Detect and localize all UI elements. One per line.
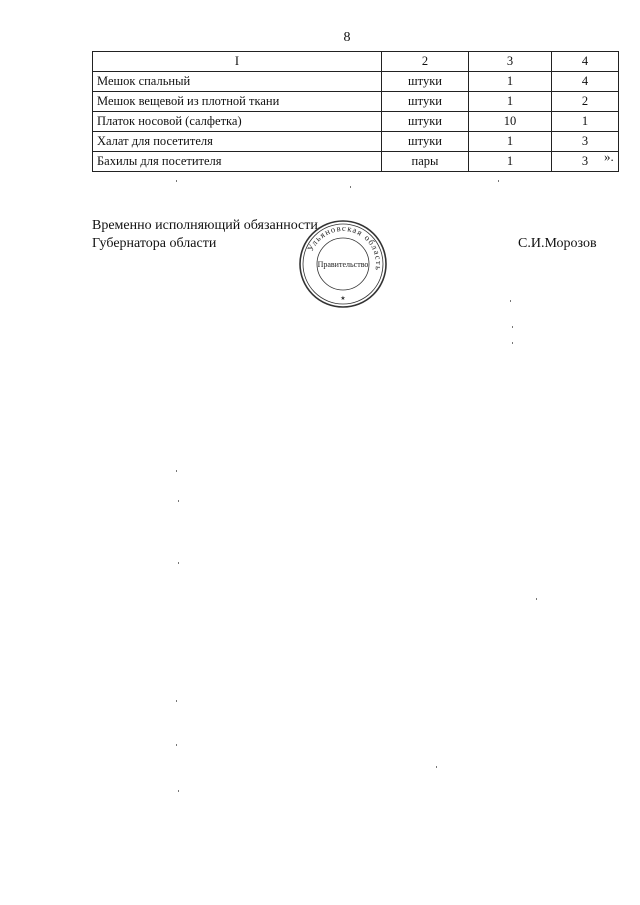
seal-center-text: Правительство (317, 260, 369, 269)
seal-star-icon: ★ (340, 296, 346, 302)
scan-speck (178, 562, 179, 564)
item-name-cell: Бахилы для посетителя (93, 152, 382, 172)
scan-speck (512, 326, 513, 328)
scan-speck (512, 342, 513, 344)
header-cell: 2 (382, 52, 469, 72)
scan-speck (436, 766, 437, 768)
scan-speck (178, 790, 179, 792)
table-row (93, 132, 619, 152)
page-number: 8 (343, 30, 351, 45)
value-cell: 4 (552, 72, 619, 92)
header-cell: 3 (469, 52, 552, 72)
scan-speck (350, 186, 351, 188)
value-cell: 3 (552, 152, 619, 172)
signatory-name: С.И.Морозов (518, 236, 597, 251)
table-row (93, 72, 619, 92)
scan-speck (178, 500, 179, 502)
scan-speck (536, 598, 537, 600)
scan-speck (176, 470, 177, 472)
quantity-cell: 1 (469, 92, 552, 112)
signatory-title-line1: Временно исполняющий обязанности (92, 218, 318, 233)
header-cell: I (93, 52, 382, 72)
header-cell: 4 (552, 52, 619, 72)
value-cell: 3 (552, 132, 619, 152)
table-row (93, 92, 619, 112)
value-cell: 2 (552, 92, 619, 112)
item-name-cell: Мешок спальный (93, 72, 382, 92)
table-row (93, 112, 619, 132)
signatory-title-line2: Губернатора области (92, 236, 217, 251)
value-cell: 1 (552, 112, 619, 132)
closing-quote: ». (604, 149, 614, 164)
scan-speck (176, 700, 177, 702)
quantity-cell: 1 (469, 72, 552, 92)
seal-outer-text: Ульяновская область (305, 222, 385, 273)
scan-speck (176, 744, 177, 746)
item-name-cell: Мешок вещевой из плотной ткани (93, 92, 382, 112)
unit-cell: штуки (382, 72, 469, 92)
item-name-cell: Платок носовой (салфетка) (93, 112, 382, 132)
items-table (92, 51, 619, 172)
item-name-cell: Халат для посетителя (93, 132, 382, 152)
scan-speck (510, 300, 511, 302)
table-header-row (93, 52, 619, 72)
unit-cell: пары (382, 152, 469, 172)
unit-cell: штуки (382, 132, 469, 152)
official-seal (297, 218, 389, 310)
unit-cell: штуки (382, 92, 469, 112)
quantity-cell: 10 (469, 112, 552, 132)
scan-speck (498, 180, 499, 182)
unit-cell: штуки (382, 112, 469, 132)
scan-speck (176, 180, 177, 182)
table-row (93, 152, 619, 172)
quantity-cell: 1 (469, 132, 552, 152)
quantity-cell: 1 (469, 152, 552, 172)
